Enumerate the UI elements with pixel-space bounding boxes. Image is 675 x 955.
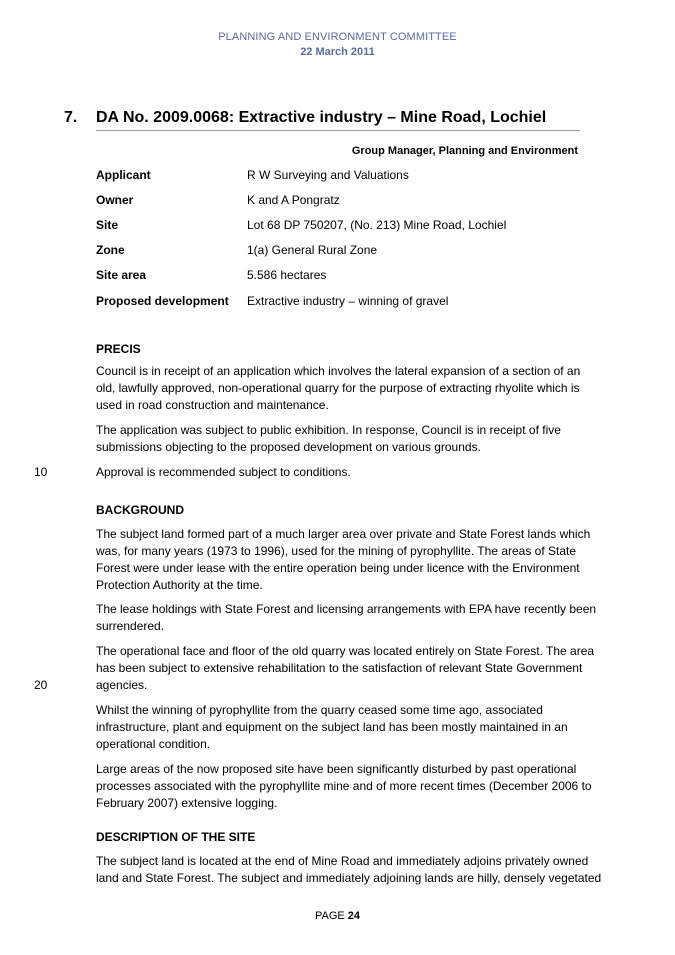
background-paragraph xyxy=(96,526,591,594)
text-line: processes associated with the pyrophyllite mine and of more recent times (December 2006 to xyxy=(96,779,592,793)
text-line: February 2007) extensive logging. xyxy=(96,796,278,810)
detail-label: Site xyxy=(96,218,119,232)
page-number: 24 xyxy=(347,910,361,922)
precis-paragraph xyxy=(96,422,580,456)
text-line: surrendered. xyxy=(96,619,165,633)
detail-label: Zone xyxy=(96,243,125,257)
detail-value: R W Surveying and Valuations xyxy=(247,168,409,182)
detail-value: 1(a) General Rural Zone xyxy=(247,243,378,257)
text-line: used in road construction and maintenance. xyxy=(96,398,329,412)
text-line: The application was subject to public exhibition. In response, Council is in receipt of five xyxy=(96,423,561,437)
text-line: old, lawfully approved, non-operational quarry for the purpose of extracting rhyolite which is xyxy=(96,381,580,395)
precis-paragraph xyxy=(96,464,580,481)
item-title: DA No. 2009.0068: Extractive industry – Mine Road, Lochiel xyxy=(96,109,547,126)
page-footer xyxy=(0,910,675,922)
detail-value: Lot 68 DP 750207, (No. 213) Mine Road, Lochiel xyxy=(247,218,507,232)
section-heading-precis: PRECIS xyxy=(96,342,141,356)
text-line: Large areas of the now proposed site have been significantly disturbed by past operational xyxy=(96,762,577,776)
text-line: Whilst the winning of pyrophyllite from the quarry ceased some time ago, associated xyxy=(96,703,543,717)
text-line: Approval is recommended subject to conditions. xyxy=(96,465,351,479)
page-label: PAGE xyxy=(314,910,348,922)
detail-label: Proposed development xyxy=(96,294,229,308)
section-heading-site-description: DESCRIPTION OF THE SITE xyxy=(96,830,256,844)
item-number: 7. xyxy=(64,109,78,126)
background-paragraph xyxy=(96,761,592,812)
detail-value: Extractive industry – winning of gravel xyxy=(247,294,449,308)
text-line: land and State Forest. The subject and immediately adjoining lands are hilly, densely vegetated xyxy=(96,871,602,885)
report-author: Group Manager, Planning and Environment xyxy=(351,145,578,157)
detail-label: Site area xyxy=(96,268,147,282)
text-line: Council is in receipt of an application which involves the lateral expansion of a section of an xyxy=(96,364,581,378)
detail-label: Owner xyxy=(96,193,134,207)
detail-value: K and A Pongratz xyxy=(247,193,340,207)
precis-paragraph xyxy=(96,363,580,414)
background-paragraph xyxy=(96,702,580,753)
text-line: The subject land is located at the end of Mine Road and immediately adjoins privately owned xyxy=(96,854,589,868)
background-paragraph xyxy=(96,601,597,635)
detail-value: 5.586 hectares xyxy=(247,268,327,282)
title-divider xyxy=(96,130,580,131)
text-line: was, for many years (1973 to 1996), used for the mining of pyrophyllite. The areas of State xyxy=(96,544,577,558)
site-paragraph xyxy=(96,853,602,887)
meeting-date: 22 March 2011 xyxy=(300,46,375,58)
line-number: 10 xyxy=(34,465,48,479)
detail-label: Applicant xyxy=(96,168,151,182)
text-line: Protection Authority at the time. xyxy=(96,578,263,592)
text-line: infrastructure, plant and equipment on the subject land has been mostly maintained in an xyxy=(96,720,568,734)
text-line: submissions objecting to the proposed development on various grounds. xyxy=(96,440,481,454)
line-number: 20 xyxy=(34,678,48,692)
text-line: The lease holdings with State Forest and licensing arrangements with EPA have recently been xyxy=(96,602,597,616)
committee-header: PLANNING AND ENVIRONMENT COMMITTEE xyxy=(218,31,457,43)
section-heading-background: BACKGROUND xyxy=(96,503,184,517)
text-line: operational condition. xyxy=(96,737,211,751)
background-paragraph xyxy=(96,643,595,694)
text-line: Forest were under lease with the entire operation being under licence with the Environment xyxy=(96,561,580,575)
text-line: The subject land formed part of a much larger area over private and State Forest lands which xyxy=(96,527,591,541)
text-line: agencies. xyxy=(96,678,148,692)
text-line: The operational face and floor of the old quarry was located entirely on State Forest. The area xyxy=(96,644,595,658)
text-line: has been subject to extensive rehabilitation to the satisfaction of relevant State Government xyxy=(96,661,583,675)
